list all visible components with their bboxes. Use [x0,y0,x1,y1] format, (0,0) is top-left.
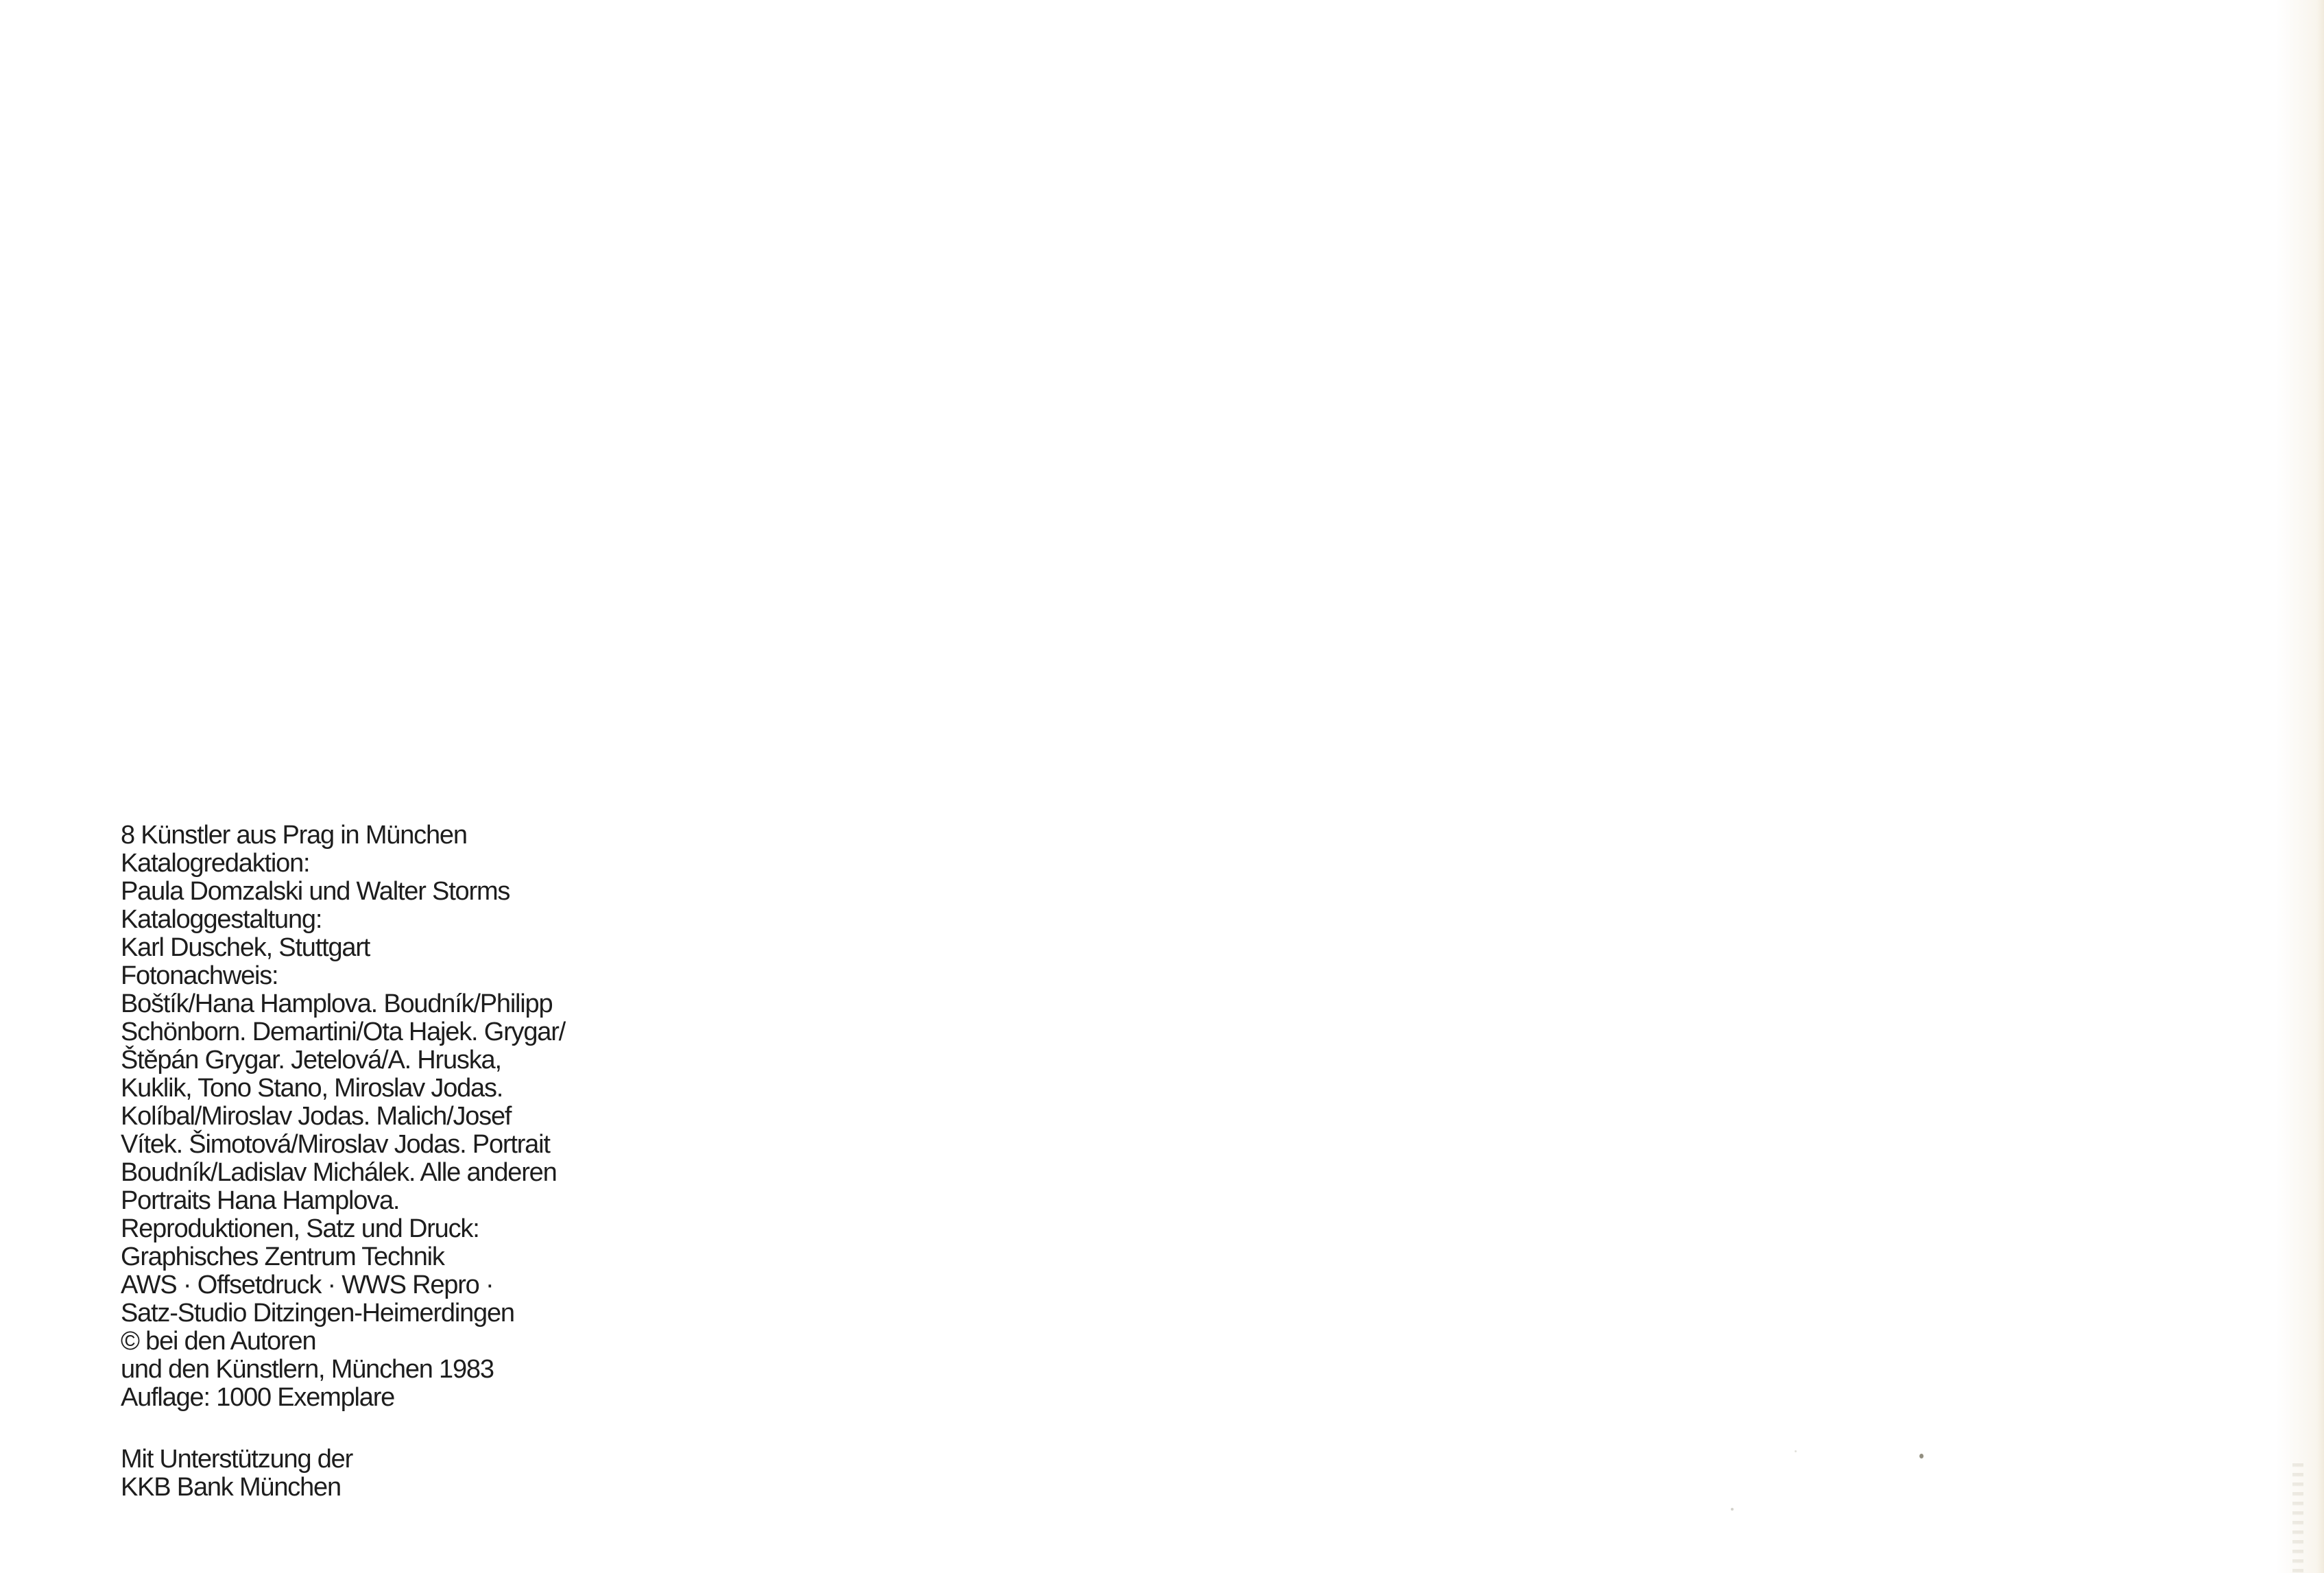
colophon-line: Paula Domzalski und Walter Storms [121,877,510,906]
colophon-line: Boštík/Hana Hamplova. Boudník/Philipp [121,989,553,1018]
colophon-edition-line: Auflage: 1000 Exemplare [121,1383,395,1412]
colophon-line: Kuklik, Tono Stano, Miroslav Jodas. [121,1074,503,1103]
colophon-line: Boudník/Ladislav Michálek. Alle anderen [121,1158,557,1187]
colophon-line: Vítek. Šimotová/Miroslav Jodas. Portrait [121,1130,550,1159]
colophon-line: Štěpán Grygar. Jetelová/A. Hruska, [121,1046,501,1074]
colophon-line: Reproduktionen, Satz und Druck: [121,1214,479,1243]
page-edge-shading [2276,0,2324,1573]
colophon-line: Kataloggestaltung: [121,905,322,934]
scan-speck [1919,1454,1924,1458]
colophon-copyright-line: © bei den Autoren [121,1327,316,1356]
colophon-line: AWS · Offsetdruck · WWS Repro · [121,1271,494,1299]
colophon-line: Karl Duschek, Stuttgart [121,933,370,962]
sponsor-note-line: Mit Unterstützung der [121,1445,353,1474]
page-edge-speckles [2292,1463,2303,1573]
colophon-title-line: 8 Künstler aus Prag in München [121,821,467,850]
colophon-line: Portraits Hana Hamplova. [121,1186,400,1215]
sponsor-note-line: KKB Bank München [121,1473,341,1502]
scan-speck [1731,1508,1734,1511]
colophon-line: Kolíbal/Miroslav Jodas. Malich/Josef [121,1102,512,1131]
colophon-line: Graphisches Zentrum Technik [121,1242,444,1271]
sponsor-note-block [121,1445,352,1502]
scan-speck [1795,1450,1797,1452]
colophon-line: Katalogredaktion: [121,849,310,878]
colophon-line: Fotonachweis: [121,961,278,990]
colophon-line: und den Künstlern, München 1983 [121,1355,494,1384]
colophon-line: Schönborn. Demartini/Ota Hajek. Grygar/ [121,1018,566,1046]
colophon-text-block [121,821,565,1412]
colophon-line: Satz-Studio Ditzingen-Heimerdingen [121,1299,514,1328]
